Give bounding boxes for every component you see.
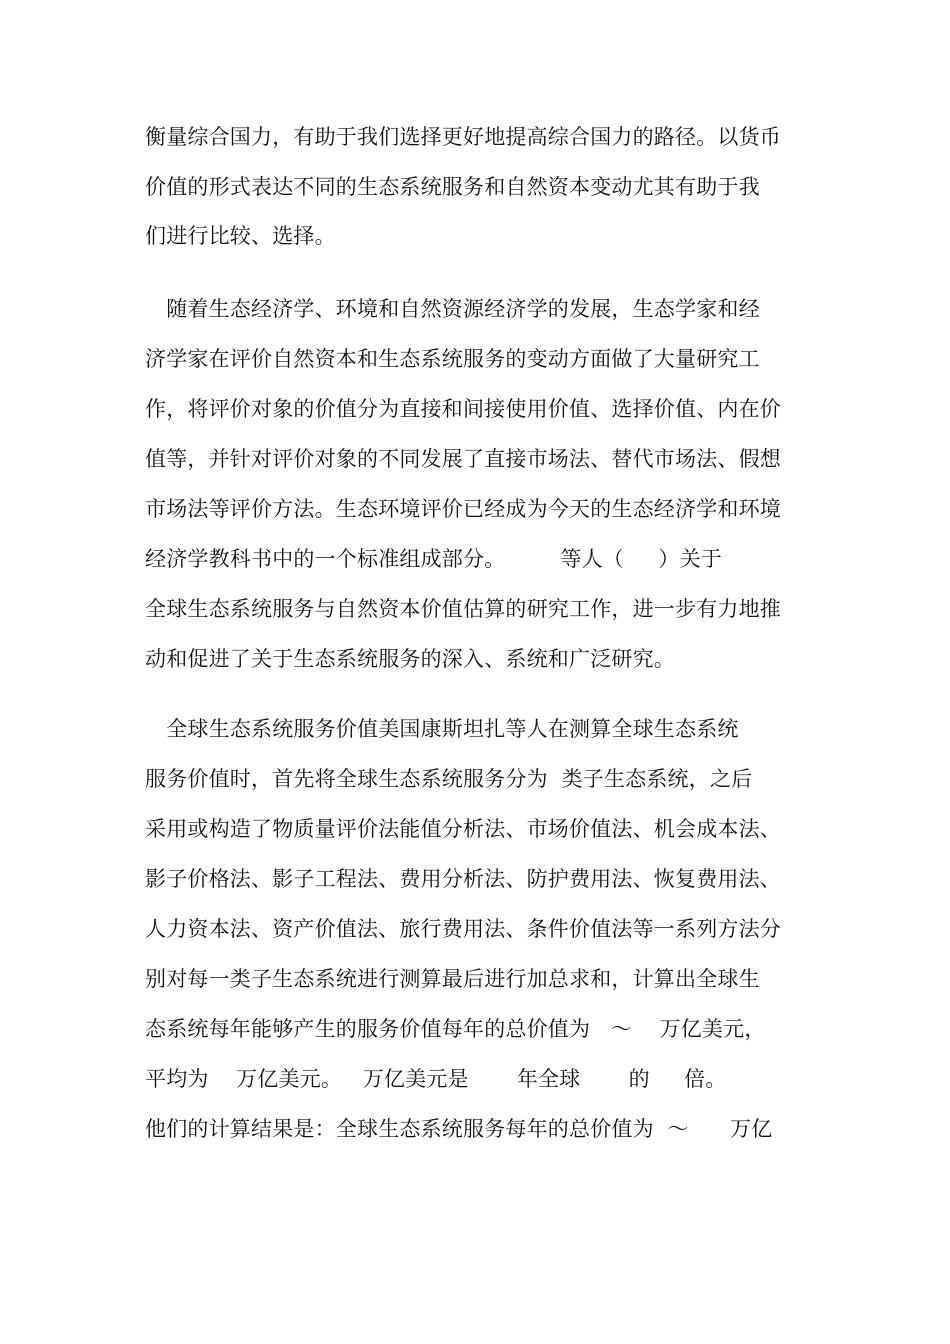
text-line: 态系统每年能够产生的服务价值每年的总价值为 ～ 万亿美元， bbox=[145, 1017, 766, 1041]
text-line: 济学家在评价自然资本和生态系统服务的变动方面做了大量研究工 bbox=[145, 347, 760, 371]
text-line: 人力资本法、资产价值法、旅行费用法、条件价值法等一系列方法分 bbox=[145, 917, 781, 941]
text-line: 他们的计算结果是：全球生态系统服务每年的总价值为 ～ 万亿 bbox=[145, 1117, 773, 1141]
text-line: 别对每一类子生态系统进行测算最后进行加总求和，计算出全球生 bbox=[145, 967, 760, 991]
text-line: 市场法等评价方法。生态环境评价已经成为今天的生态经济学和环境 bbox=[145, 497, 781, 521]
text-line: 值等，并针对评价对象的不同发展了直接市场法、替代市场法、假想 bbox=[145, 447, 781, 471]
text-line: 采用或构造了物质量评价法能值分析法、市场价值法、机会成本法、 bbox=[145, 817, 781, 841]
text-line: 随着生态经济学、环境和自然资源经济学的发展，生态学家和经 bbox=[145, 297, 760, 321]
text-line: 全球生态系统服务与自然资本价值估算的研究工作，进一步有力地推 bbox=[145, 597, 781, 621]
text-line: 动和促进了关于生态系统服务的深入、系统和广泛研究。 bbox=[145, 647, 675, 671]
text-line: 影子价格法、影子工程法、费用分析法、防护费用法、恢复费用法、 bbox=[145, 867, 781, 891]
text-line: 全球生态系统服务价值美国康斯坦扎等人在测算全球生态系统 bbox=[145, 717, 739, 741]
text-line: 价值的形式表达不同的生态系统服务和自然资本变动尤其有助于我 bbox=[145, 175, 760, 199]
text-line: 平均为 万亿美元。 万亿美元是 年全球 的 倍。 bbox=[145, 1067, 727, 1091]
text-line: 服务价值时，首先将全球生态系统服务分为 类子生态系统，之后 bbox=[145, 767, 753, 791]
text-line: 作，将评价对象的价值分为直接和间接使用价值、选择价值、内在价 bbox=[145, 397, 781, 421]
text-line: 们进行比较、选择。 bbox=[145, 224, 336, 248]
text-line: 经济学教科书中的一个标准组成部分。 等人（ ）关于 bbox=[145, 547, 722, 571]
text-line: 衡量综合国力，有助于我们选择更好地提高综合国力的路径。以货币 bbox=[145, 125, 781, 149]
